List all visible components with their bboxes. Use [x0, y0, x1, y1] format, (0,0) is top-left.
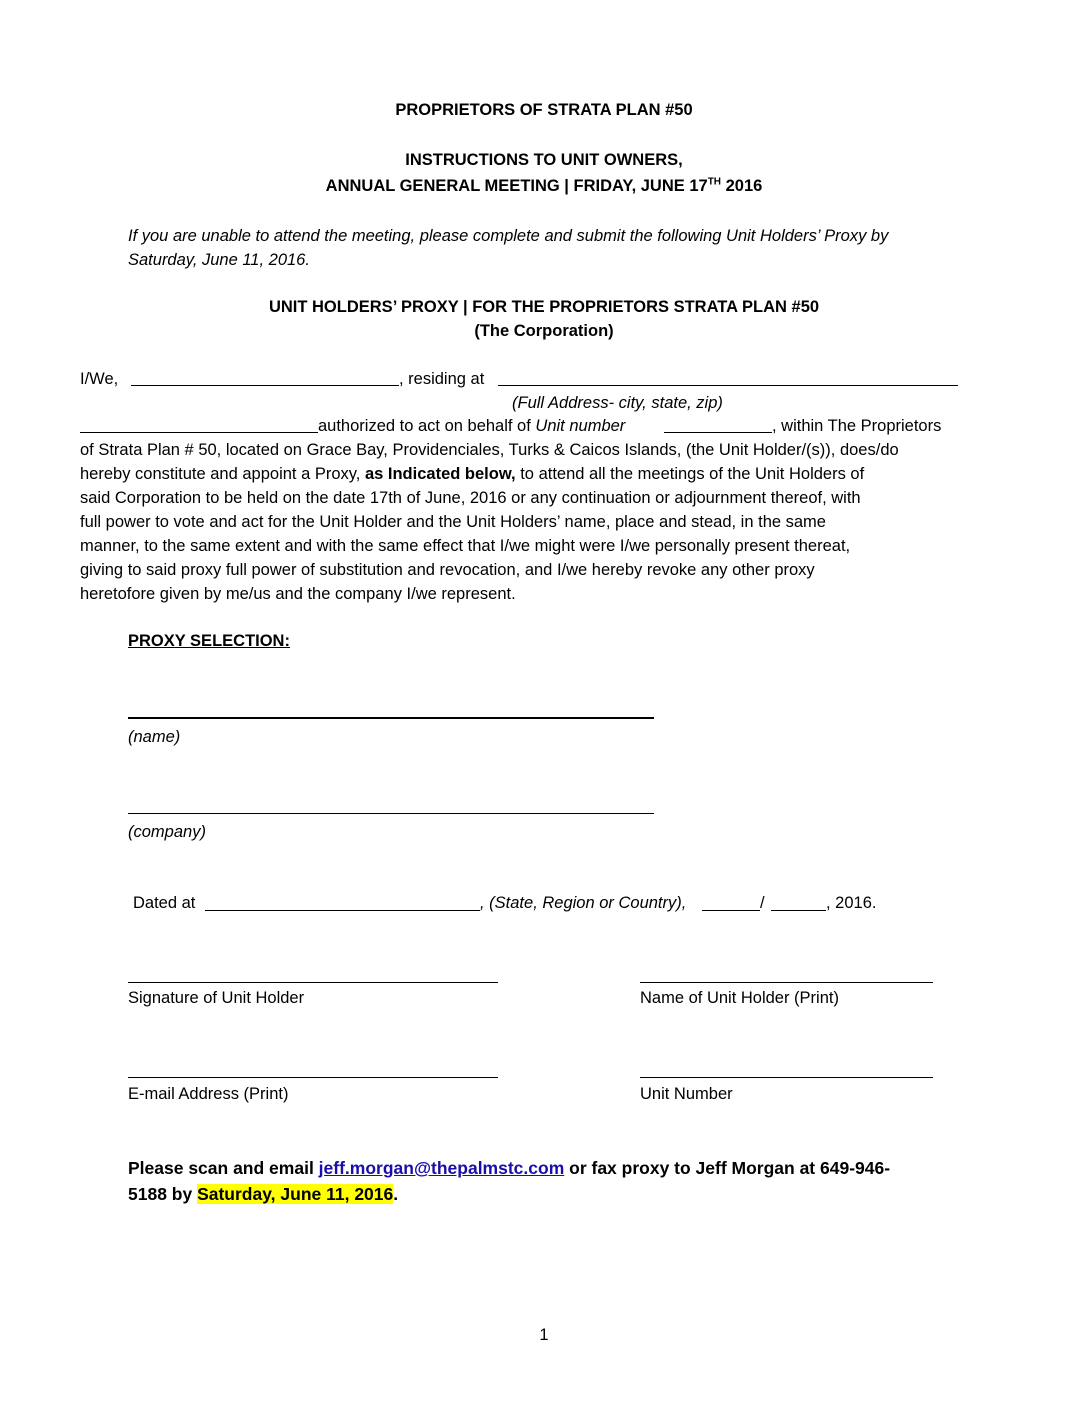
- signature-field[interactable]: [128, 982, 498, 983]
- meeting-heading-year: 2016: [721, 177, 763, 195]
- email-label: E-mail Address (Print): [128, 1085, 289, 1103]
- footer-text-1: Please scan and email: [128, 1158, 319, 1178]
- dated-region-label: , (State, Region or Country),: [480, 894, 687, 912]
- holder-name-field[interactable]: [640, 982, 933, 983]
- footer-line-2: [128, 1183, 398, 1205]
- deadline-highlight: Saturday, June 11, 2016: [197, 1184, 394, 1204]
- proxy-company-field[interactable]: [128, 813, 654, 814]
- within-label: , within The Proprietors: [772, 417, 942, 435]
- paragraph-line-5: full power to vote and act for the Unit Holder and the Unit Holders’ name, place and stead, in the same: [80, 513, 826, 531]
- as-indicated-below: as Indicated below,: [360, 465, 516, 483]
- paragraph-line-8: heretofore given by me/us and the company I/we represent.: [80, 585, 516, 603]
- meeting-heading-text: ANNUAL GENERAL MEETING | FRIDAY, JUNE 17: [325, 177, 708, 195]
- paragraph-line-6: manner, to the same extent and with the same effect that I/we might were I/we personally present thereat,: [80, 537, 851, 555]
- signature-label: Signature of Unit Holder: [128, 989, 305, 1007]
- dated-at-label: Dated at: [133, 894, 196, 912]
- footer-line-1: [128, 1157, 890, 1179]
- dated-day-field[interactable]: [771, 910, 826, 911]
- address-field[interactable]: [498, 385, 958, 386]
- dated-year-label: , 2016.: [826, 894, 877, 912]
- proxy-heading: UNIT HOLDERS’ PROXY | FOR THE PROPRIETORS STRATA PLAN #50: [268, 298, 820, 316]
- instructions-heading: INSTRUCTIONS TO UNIT OWNERS,: [405, 151, 683, 169]
- proxy-selection-heading: PROXY SELECTION:: [128, 632, 290, 650]
- paragraph-line-3c: to attend all the meetings of the Unit Holders of: [515, 465, 865, 483]
- unit-number-field[interactable]: [664, 432, 772, 433]
- iwe-label: I/We,: [80, 370, 119, 388]
- page-number: 1: [539, 1326, 549, 1344]
- paragraph-line-2: of Strata Plan # 50, located on Grace Bay, Providenciales, Turks & Caicos Islands, (the Unit Holder/(s)), does/do: [80, 441, 899, 459]
- unit-number-label: Unit number: [535, 417, 626, 435]
- email-field[interactable]: [128, 1077, 498, 1078]
- authorized-label: [318, 416, 625, 436]
- dated-location-field[interactable]: [205, 910, 480, 911]
- unit-number-signature-label: Unit Number: [640, 1085, 733, 1103]
- footer-text-3: 5188 by: [128, 1184, 198, 1204]
- proxy-name-field[interactable]: [128, 717, 654, 719]
- paragraph-line-7: giving to said proxy full power of substitution and revocation, and I/we hereby revoke any other proxy: [80, 561, 815, 579]
- footer-period: .: [393, 1184, 399, 1204]
- holder-name-label: Name of Unit Holder (Print): [640, 989, 839, 1007]
- unit-number-signature-field[interactable]: [640, 1077, 933, 1078]
- email-link[interactable]: jeff.morgan@thepalmstc.com: [318, 1158, 565, 1178]
- proxy-company-label: (company): [128, 823, 206, 841]
- residing-label: , residing at: [399, 370, 485, 388]
- iwe-name-field[interactable]: [131, 385, 399, 386]
- paragraph-line-4: said Corporation to be held on the date 17th of June, 2016 or any continuation or adjournment thereof, with: [80, 489, 861, 507]
- paragraph-line-3a: hereby constitute and appoint a Proxy,: [80, 465, 361, 483]
- footer-text-2: or fax proxy to Jeff Morgan at 649-946-: [564, 1158, 891, 1178]
- proxy-name-label: (name): [128, 728, 181, 746]
- document-title: PROPRIETORS OF STRATA PLAN #50: [395, 101, 693, 119]
- dated-slash: /: [760, 894, 765, 912]
- intro-line-1: If you are unable to attend the meeting, please complete and submit the following Unit Holders’ Proxy by: [128, 227, 889, 245]
- address-hint: (Full Address- city, state, zip): [512, 394, 723, 412]
- intro-line-2: Saturday, June 11, 2016.: [128, 251, 310, 269]
- paragraph-line-3: [80, 464, 864, 484]
- authorized-text: authorized to act on behalf of: [318, 417, 531, 435]
- dated-month-field[interactable]: [702, 910, 760, 911]
- meeting-heading: [0, 176, 1088, 196]
- authorized-name-field[interactable]: [80, 432, 318, 433]
- corporation-subheading: (The Corporation): [474, 322, 614, 340]
- meeting-heading-sup: TH: [707, 176, 722, 188]
